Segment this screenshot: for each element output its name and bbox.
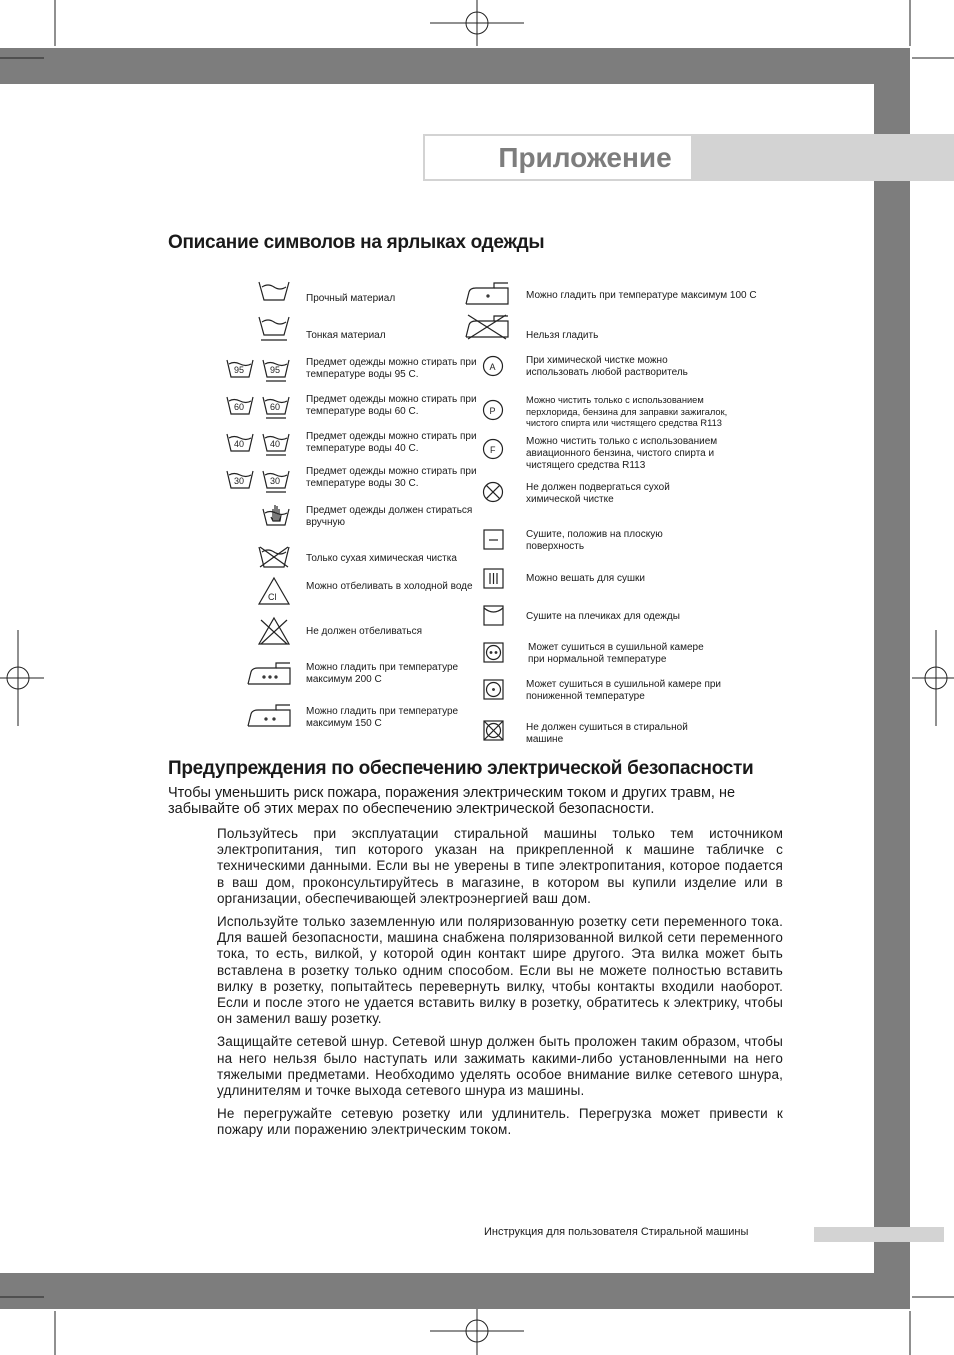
symbol-label: Нельзя гладить [526, 330, 599, 341]
no-tumble-dry-icon [483, 720, 505, 742]
symbol-label: Может сушиться в сушильной камере при пониженной температуре [526, 679, 722, 702]
symbol-label: Предмет одежды можно стирать при температуре воды 40 С. [306, 431, 477, 454]
wash-40-gentle-icon [262, 432, 290, 456]
symbol-label: Тонкая материал [306, 330, 386, 341]
svg-text:30: 30 [234, 476, 245, 486]
dry-flat-icon [483, 529, 505, 551]
section-title-care-symbols: Описание символов на ярлыках одежды [168, 232, 545, 253]
washtub-gentle-icon [258, 315, 290, 343]
safety-paragraph: Пользуйтесь при эксплуатации стиральной машины только тем источником электропитания, тип которого указан на прикрепленной к машине табличке с техническими данными. Если вы не уверены в типе электропитания, которое подается в ваш дом, проконсультируйтесь в магазине, в котором вы купили изделие или в организации, обеспечивающей электроэнергией ваш дом. [217, 826, 783, 906]
tumble-dry-normal-icon [483, 642, 505, 664]
wash-30-gentle-icon [262, 469, 290, 493]
wash-95-gentle-icon [262, 358, 290, 382]
page-title: Приложение [498, 142, 672, 173]
svg-text:40: 40 [270, 439, 281, 449]
safety-body [217, 826, 783, 1146]
no-dryclean-icon [483, 482, 505, 504]
drip-dry-icon [483, 568, 505, 590]
safety-paragraph: Не перегружайте сетевую розетку или удлинитель. Перегрузка может привести к пожару или поражению электрическим током. [217, 1106, 783, 1138]
section-title-electrical-safety: Предупреждения по обеспечению электрической безопасности [168, 758, 754, 779]
wash-95-icon [226, 358, 254, 380]
tumble-dry-low-icon [483, 679, 505, 701]
symbol-label: Предмет одежды можно стирать при температуре воды 95 С. [306, 357, 477, 380]
svg-text:30: 30 [270, 476, 281, 486]
dryclean-f-icon [483, 439, 505, 461]
iron-3dot-icon [246, 660, 292, 686]
svg-text:P: P [489, 406, 496, 416]
svg-text:95: 95 [234, 365, 245, 375]
symbol-label: Сушите на плечиках для одежды [526, 611, 680, 622]
symbol-label: Можно вешать для сушки [526, 573, 645, 584]
symbol-label: Может сушиться в сушильной камере при нормальной температуре [528, 642, 704, 665]
footer-tab [814, 1227, 944, 1242]
bleach-cl-icon [258, 577, 290, 605]
safety-paragraph: Защищайте сетевой шнур. Сетевой шнур должен быть проложен таким образом, чтобы на него нельзя было наступать или зажимать какими-либо установленными на него тяжелыми предметами. Необходимо уделять особое внимание вилке сетевого шнура, удлинителям и точке выхода сетевого шнура из машины. [217, 1034, 783, 1099]
svg-text:60: 60 [270, 402, 281, 412]
symbol-label: Предмет одежды должен стираться вручную [306, 505, 473, 528]
symbol-label: Только сухая химическая чистка [306, 553, 457, 564]
safety-paragraph: Используйте только заземленную или поляризованную розетку сети переменного тока. Для вашей безопасности, машина снабжена поляризованной вилкой сети переменного тока, то есть, вилкой, у которой один контакт шире другого. Эта вилка может быть вставлена в розетку только одним способом. Если вы не можете полностью вставить вилку в розетку, попытайтесь перевернуть вилку, чтобы контакты входили наоборот. Если и после этого не удается вставить вилку в розетку, обратитесь к электрику, чтобы он заменил вашу розетку. [217, 914, 783, 1027]
wash-60-gentle-icon [262, 395, 290, 419]
svg-text:F: F [490, 445, 496, 455]
no-iron-icon [464, 313, 510, 339]
symbol-label: Предмет одежды можно стирать при температуре воды 60 С. [306, 394, 477, 417]
footer-text: Инструкция для пользователя Стиральной машины [484, 1226, 749, 1238]
iron-1dot-icon [464, 282, 510, 306]
safety-intro: Чтобы уменьшить риск пожара, поражения электрическим током и других травм, не забывайте об этих мерах по обеспечению электрической безопасности. [168, 785, 736, 817]
symbol-label: При химической чистке можно использовать любой растворитель [526, 355, 688, 378]
dryclean-a-icon [483, 356, 505, 378]
svg-text:Cl: Cl [268, 592, 277, 602]
wash-60-icon [226, 395, 254, 417]
symbol-label: Можно гладить при температуре максимум 100 С [526, 290, 757, 301]
symbol-label: Можно отбеливать в холодной воде [306, 581, 473, 592]
svg-text:A: A [489, 362, 496, 372]
hand-wash-icon [262, 503, 290, 527]
symbol-label: Можно чистить только с использованием перхлорида, бензина для заправки зажигалок, чистого спирта или чистящего средства R113 [526, 395, 728, 428]
svg-text:40: 40 [234, 439, 245, 449]
iron-2dot-icon [246, 702, 292, 728]
no-wash-icon [258, 545, 290, 569]
wash-40-icon [226, 432, 254, 454]
svg-text:60: 60 [234, 402, 245, 412]
no-bleach-icon [258, 617, 290, 645]
symbol-label: Не должен сушиться в стиральной машине [526, 722, 688, 745]
symbol-label: Предмет одежды можно стирать при температуре воды 30 С. [306, 466, 477, 489]
hang-dry-icon [483, 605, 505, 627]
wash-30-icon [226, 469, 254, 491]
symbol-label: Сушите, положив на плоскую поверхность [526, 529, 663, 552]
dryclean-p-icon [483, 400, 505, 422]
symbol-label: Не должен отбеливаться [306, 626, 423, 637]
symbol-label: Не должен подвергаться сухой химической чистке [526, 482, 670, 505]
svg-text:95: 95 [270, 365, 281, 375]
washtub-icon [258, 280, 290, 302]
symbol-label: Можно гладить при температуре максимум 150 С [306, 706, 459, 729]
symbol-label: Прочный материал [306, 293, 396, 304]
symbol-label: Можно чистить только с использованием авиационного бензина, чистого спирта и чистящего средства R113 [526, 436, 718, 471]
symbol-label: Можно гладить при температуре максимум 200 С [306, 662, 459, 685]
